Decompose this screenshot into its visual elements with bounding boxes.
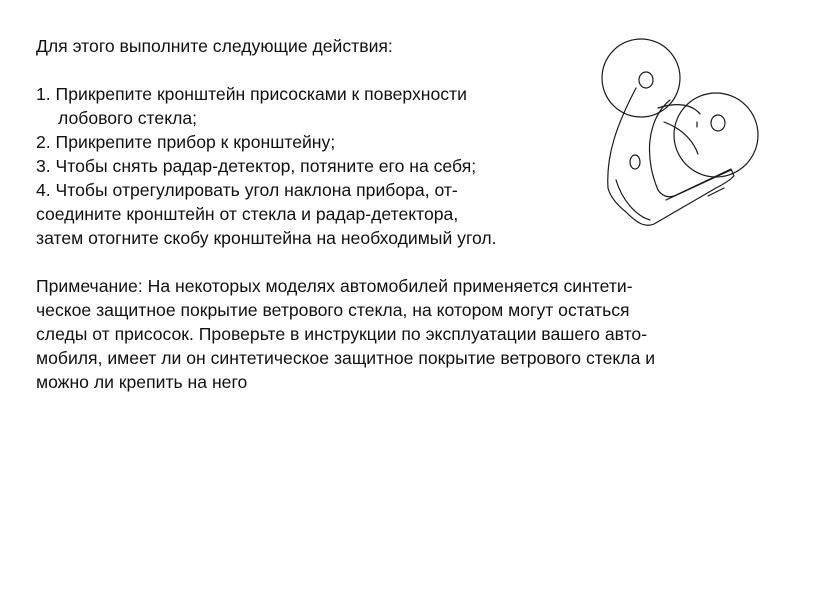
step-4-line-1: 4. Чтобы отрегулировать угол наклона прибора, от- [36, 180, 458, 200]
bracket-arm [658, 105, 700, 154]
step-1-line-2: лобового стекла; [58, 108, 198, 128]
step-1-line-1: 1. Прикрепите кронштейн присосками к поверхности [36, 84, 467, 104]
note-line-4: мобиля, имеет ли он синтетическое защитное покрытие ветрового стекла и [36, 348, 656, 368]
bracket-body [608, 88, 734, 225]
step-4-line-3: затем отогните скобу кронштейна на необходимый угол. [36, 228, 497, 248]
note-line-1: Примечание: На некоторых моделях автомобилей применяется синтети- [36, 276, 633, 296]
note-line-2: ческое защитное покрытие ветрового стекла, на котором могут остаться [36, 300, 630, 320]
note-line-5: можно ли крепить на него [36, 372, 248, 392]
bracket-inner-edge [616, 180, 650, 220]
screw-hole-body [630, 155, 640, 169]
screw-hole-right [711, 115, 725, 131]
step-3-line-1: 3. Чтобы снять радар-детектор, потяните его на себя; [36, 156, 477, 176]
screw-hole-left [639, 72, 653, 88]
note-line-3: следы от присосок. Проверьте в инструкции по эксплуатации вашего авто- [36, 324, 648, 344]
note-paragraph [36, 274, 756, 394]
suction-cup-bracket-icon [596, 30, 766, 236]
step-2-line-1: 2. Прикрепите прибор к кронштейну; [36, 132, 336, 152]
step-4-line-2: соедините кронштейн от стекла и радар-детектора, [36, 204, 459, 224]
intro-text: Для этого выполните следующие действия: [36, 36, 393, 56]
